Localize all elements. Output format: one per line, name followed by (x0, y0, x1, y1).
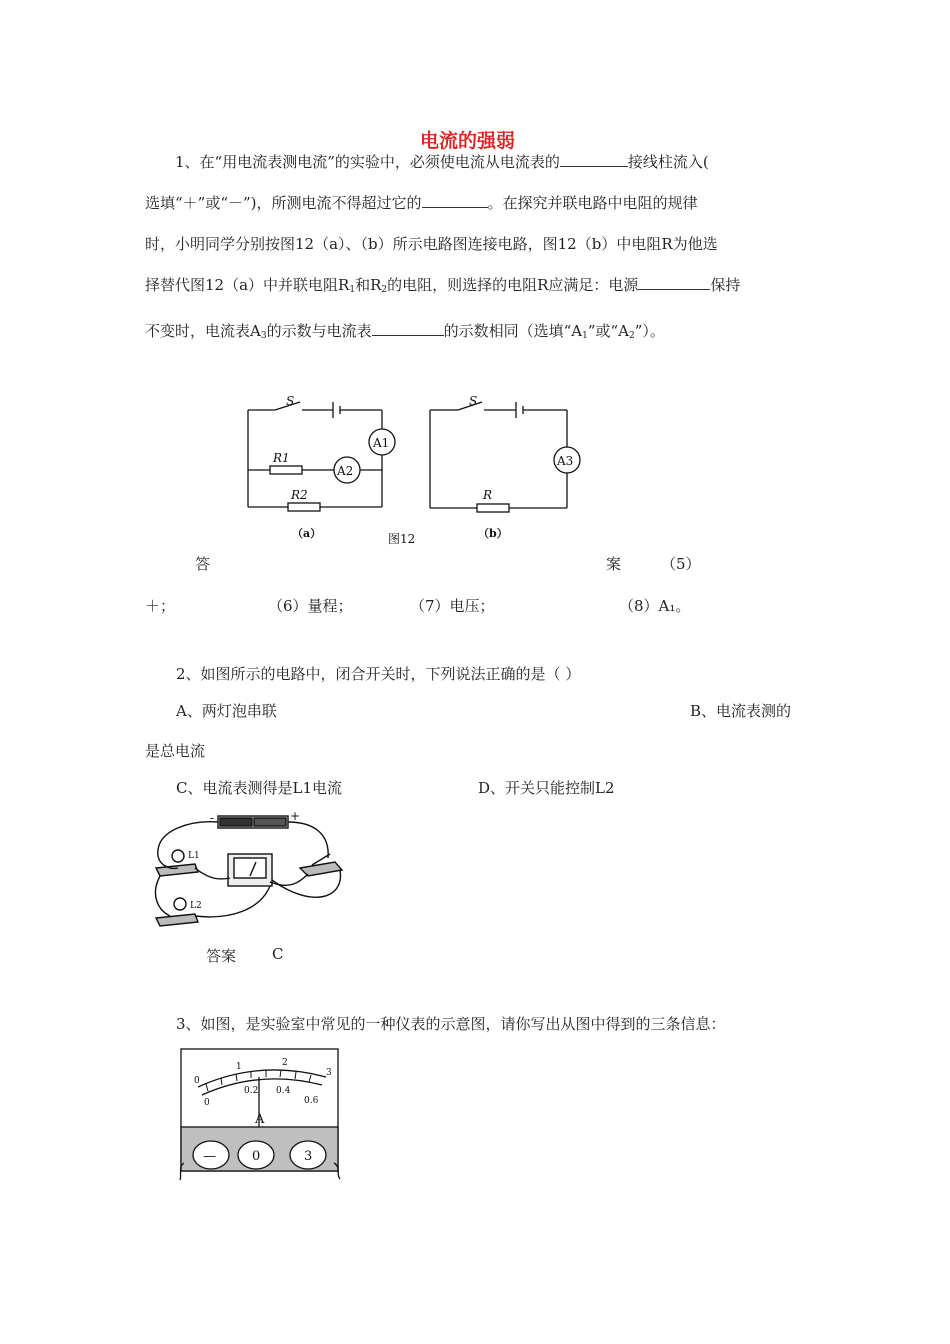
figure-12-circuits (230, 365, 610, 555)
q2-circuit-figure (150, 810, 350, 935)
lower-tick-2: 0.4 (276, 1086, 291, 1096)
q2-answer-label: 答案 (206, 947, 237, 965)
terminal-minus: — (203, 1149, 216, 1164)
figure-a-label: （a） (292, 527, 322, 540)
q2-stem: 2、如图所示的电路中，闭合开关时，下列说法正确的是（ ） (176, 665, 581, 683)
q1-answer-word-1: 答 (195, 555, 211, 573)
answer-blank[interactable] (638, 275, 710, 290)
battery-plus-label: + (290, 809, 301, 823)
lamp-l1-label: L1 (188, 851, 200, 861)
lamp-l2-label: L2 (190, 901, 202, 911)
upper-tick-0: 0 (194, 1076, 200, 1086)
lower-tick-3: 0.6 (304, 1096, 319, 1106)
resistor-r2-label: R2 (291, 488, 308, 502)
q2-option-a: A、两灯泡串联 (176, 702, 277, 720)
q2-option-b: B、电流表测的 (690, 702, 792, 720)
q1-line-2: 选填“＋”或“－”)，所测电流不得超过它的 。在探究并联电路中电阻的规律 (145, 194, 698, 212)
switch-label-a: S (286, 394, 295, 408)
question-1 (145, 142, 805, 357)
q1-line-5: 不变时，电流表$A_3$的示数与电流表 的示数相同（选填“$A_1$”或“$A_2$”）。 (145, 322, 665, 341)
figure-b-label: （b） (478, 527, 508, 540)
q1-answer-8: （8）A₁。 (619, 597, 691, 615)
q2-answer-value: C (272, 945, 284, 963)
ammeter-a2-label: A2 (337, 464, 354, 478)
q2-option-c: C、电流表测得是L1电流 (176, 779, 342, 797)
answer-blank[interactable] (422, 193, 488, 208)
terminal-0: 0 (252, 1149, 261, 1164)
q2-option-d: D、开关只能控制L2 (478, 779, 615, 797)
resistor-r-label: R (483, 488, 493, 502)
q1-answer-6: （6）量程； (268, 597, 353, 615)
upper-tick-1: 1 (236, 1062, 242, 1072)
battery-minus-label: - (210, 811, 215, 825)
q1-line-4: 择替代图12（a）中并联电阻$R_1$和$R_2$的电阻，则选择的电阻R应满足：电源 保持 (145, 276, 741, 295)
lower-tick-0: 0 (204, 1098, 210, 1108)
ammeter-a1-label: A1 (373, 436, 390, 450)
terminal-3: 3 (304, 1149, 313, 1164)
unit-label: A (255, 1112, 265, 1127)
ammeter-a3-label: A3 (557, 454, 574, 468)
upper-tick-3: 3 (326, 1068, 332, 1078)
switch-label-b: S (469, 394, 478, 408)
answer-blank[interactable] (560, 152, 628, 167)
q1-answer-5: （5） (661, 555, 701, 573)
figure-caption: 图12 (388, 532, 416, 546)
q1-line-1: 1、在“用电流表测电流”的实验中，必须使电流从电流表的 接线柱流入( (175, 153, 709, 171)
q3-ammeter-figure (176, 1045, 346, 1180)
page-title: 电流的强弱 (420, 130, 516, 152)
upper-tick-2: 2 (282, 1058, 288, 1068)
q1-answer-word-2: 案 (606, 555, 622, 573)
answer-blank[interactable] (372, 321, 444, 336)
q1-answer-5-value: ＋； (145, 597, 176, 615)
q2-option-b-continued: 是总电流 (145, 742, 206, 760)
q1-line-3: 时，小明同学分别按图12（a）、（b）所示电路图连接电路，图12（b）中电阻R为他选 (145, 235, 718, 253)
q3-stem: 3、如图，是实验室中常见的一种仪表的示意图，请你写出从图中得到的三条信息： (176, 1015, 726, 1033)
resistor-r1-label: R1 (273, 451, 290, 465)
lower-tick-1: 0.2 (244, 1086, 259, 1096)
q1-answer-7: （7）电压； (410, 597, 495, 615)
